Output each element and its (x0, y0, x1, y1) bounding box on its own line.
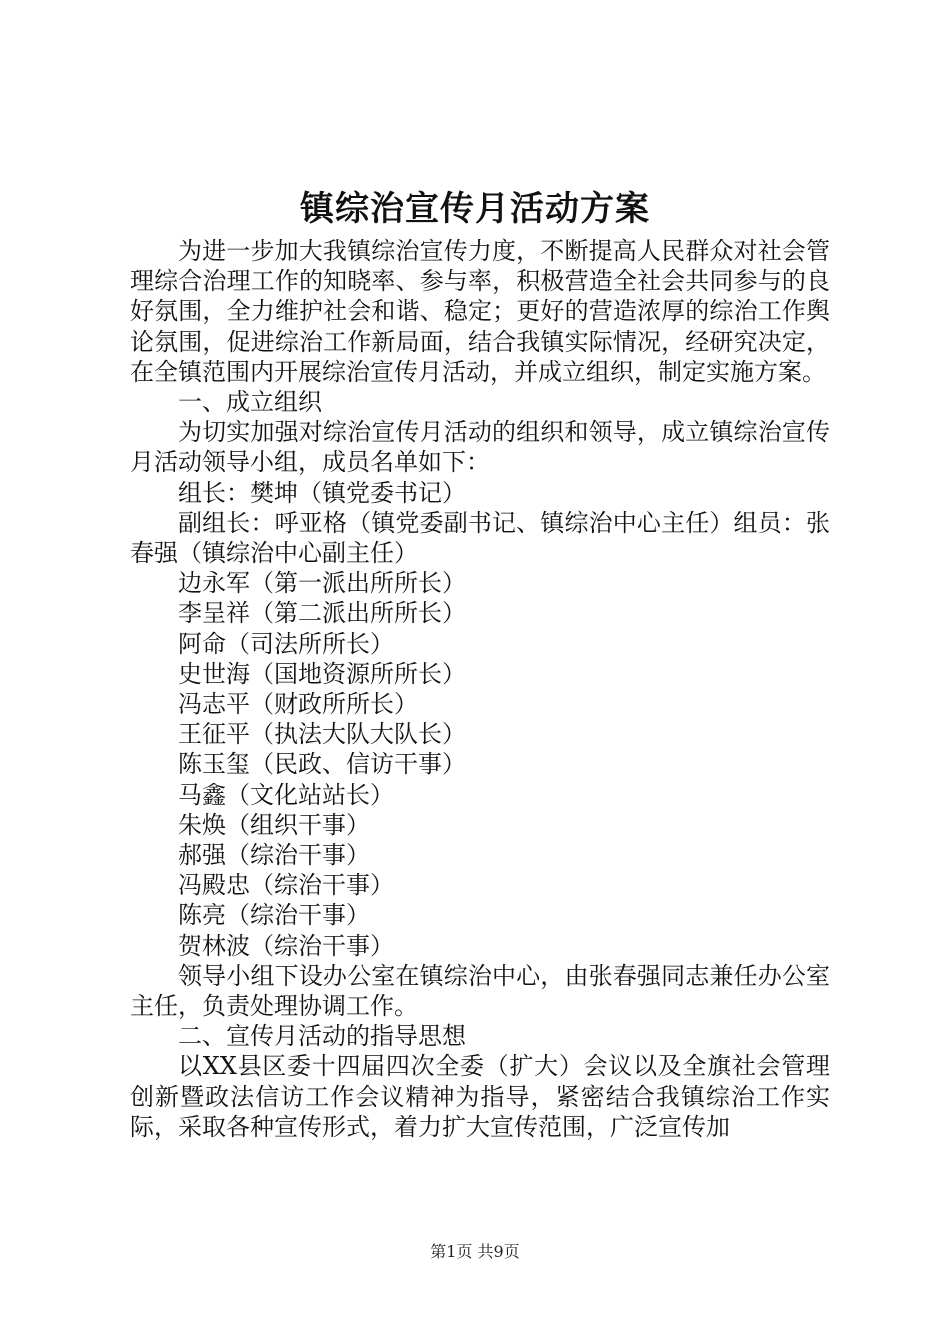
paragraph: 以XX县区委十四届四次全委（扩大）会议以及全旗社会管理创新暨政法信访工作会议精神为指导，紧密结合我镇综治工作实际，采取各种宣传形式，着力扩大宣传范围，广泛宣传加 (130, 1052, 830, 1141)
intro-paragraph: 为进一步加大我镇综治宣传力度，不断提高人民群众对社会管理综合治理工作的知晓率、参与率，积极营造全社会共同参与的良好氛围，全力维护社会和谐、稳定；更好的营造浓厚的综治工作舆论氛围，促进综治工作新局面，结合我镇实际情况，经研究决定，在全镇范围内开展综治宣传月活动，并成立组织，制定实施方案。 (130, 237, 830, 386)
member-line: 史世海（国地资源所所长） (178, 659, 466, 688)
member-line: 陈亮（综治干事） (178, 901, 370, 930)
section-heading-1: 一、成立组织 (178, 388, 322, 417)
member-line: 组长：樊坤（镇党委书记） (178, 478, 466, 507)
document-title: 镇综治宣传月活动方案 (300, 189, 650, 229)
page-footer: 第1页 共9页 (430, 1242, 520, 1261)
member-line: 郝强（综治干事） (178, 841, 370, 870)
member-line: 冯志平（财政所所长） (178, 690, 418, 719)
member-line: 李呈祥（第二派出所所长） (178, 599, 466, 628)
member-line: 副组长：呼亚格（镇党委副书记、镇综治中心主任）组员：张春强（镇综治中心副主任） (130, 508, 830, 568)
section-heading-2: 二、宣传月活动的指导思想 (178, 1022, 466, 1051)
document-body (130, 236, 830, 1142)
member-line: 冯殿忠（综治干事） (178, 871, 394, 900)
paragraph: 领导小组下设办公室在镇综治中心，由张春强同志兼任办公室主任，负责处理协调工作。 (130, 961, 830, 1021)
member-line: 王征平（执法大队大队长） (178, 720, 466, 749)
member-line: 边永军（第一派出所所长） (178, 569, 466, 598)
member-line: 马鑫（文化站站长） (178, 780, 394, 809)
member-line: 阿命（司法所所长） (178, 629, 394, 658)
member-line: 贺林波（综治干事） (178, 931, 394, 960)
member-line: 陈玉玺（民政、信访干事） (178, 750, 466, 779)
paragraph: 为切实加强对综治宣传月活动的组织和领导，成立镇综治宣传月活动领导小组，成员名单如下： (130, 418, 830, 477)
member-line: 朱焕（组织干事） (178, 810, 370, 839)
